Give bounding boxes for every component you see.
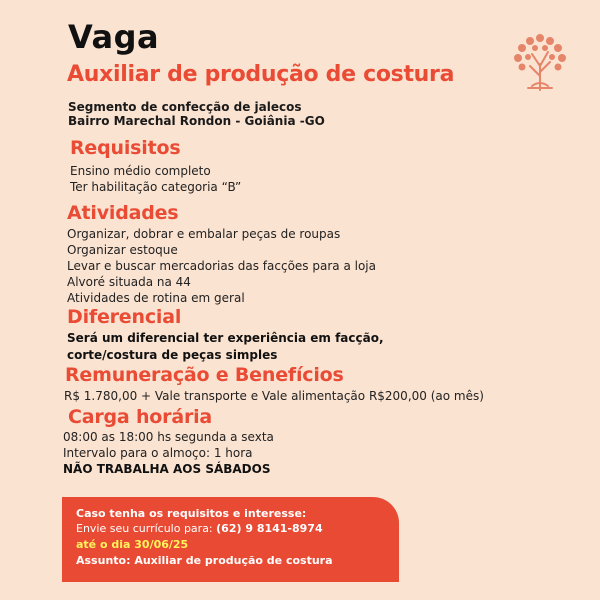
list-item: Atividades de rotina em geral xyxy=(67,291,245,305)
list-item: Alvoré situada na 44 xyxy=(67,275,191,289)
carga-heading: Carga horária xyxy=(68,406,213,428)
job-title: Auxiliar de produção de costura xyxy=(67,62,455,87)
list-item: Ensino médio completo xyxy=(70,164,211,178)
lunch-line: Intervalo para o almoço: 1 hora xyxy=(63,446,253,460)
remuneracao-text: R$ 1.780,00 + Vale transporte e Vale alimentação R$200,00 (ao mês) xyxy=(64,389,484,403)
application-box xyxy=(62,497,399,582)
list-item: Levar e buscar mercadorias das facções para a loja xyxy=(67,259,376,273)
remuneracao-heading: Remuneração e Benefícios xyxy=(65,364,344,386)
segment-line: Segmento de confecção de jalecos xyxy=(68,100,302,114)
list-item: Organizar estoque xyxy=(67,243,178,257)
diferencial-line: corte/costura de peças simples xyxy=(67,348,278,362)
diferencial-line: Será um diferencial ter experiência em facção, xyxy=(67,331,384,345)
deadline: até o dia 30/06/25 xyxy=(76,538,189,551)
requisitos-list xyxy=(70,163,241,195)
requisitos-heading: Requisitos xyxy=(70,137,181,159)
diferencial-text xyxy=(67,330,384,364)
atividades-heading: Atividades xyxy=(67,202,179,224)
diferencial-heading: Diferencial xyxy=(67,306,182,328)
segment-info xyxy=(68,100,325,128)
cta-intro: Caso tenha os requisitos e interesse: xyxy=(76,507,307,520)
tree-logo-icon xyxy=(510,30,570,92)
subject-line: Assunto: Auxiliar de produção de costura xyxy=(76,554,333,567)
location-line: Bairro Marechal Rondon - Goiânia -GO xyxy=(68,114,325,128)
no-saturday-line: NÃO TRABALHA AOS SÁBADOS xyxy=(63,462,271,476)
atividades-list xyxy=(67,226,376,306)
cta-send-label: Envie seu currículo para: xyxy=(76,522,217,535)
schedule-line: 08:00 as 18:00 hs segunda a sexta xyxy=(63,430,274,444)
carga-text xyxy=(63,429,274,477)
list-item: Organizar, dobrar e embalar peças de roupas xyxy=(67,227,341,241)
phone-number[interactable]: (62) 9 8141-8974 xyxy=(216,522,323,535)
cta-send-line xyxy=(76,521,399,537)
list-item: Ter habilitação categoria “B” xyxy=(70,180,242,194)
vaga-label: Vaga xyxy=(68,18,160,56)
